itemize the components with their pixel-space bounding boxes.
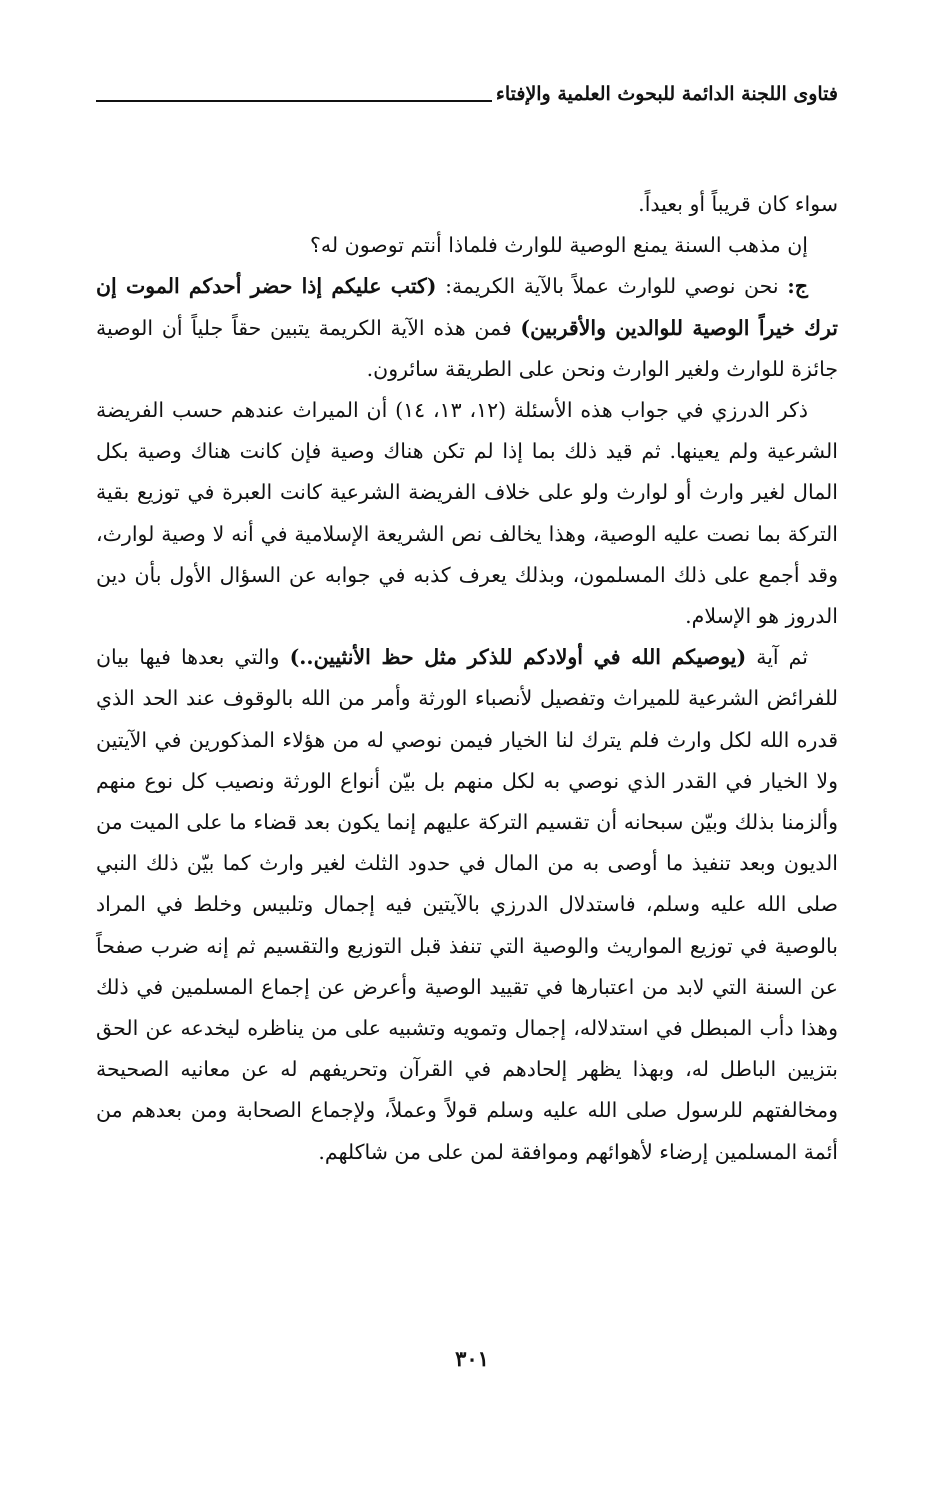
answer-marker: ج: [787, 274, 808, 299]
paragraph-inheritance [96, 637, 838, 1173]
paragraph-1: سواء كان قريباً أو بعيداً. [638, 192, 838, 216]
header-rule [96, 100, 492, 102]
inheritance-intro: ثم آية [746, 645, 808, 670]
answer-intro: نحن نوصي للوارث عملاً بالآية الكريمة: [436, 274, 788, 299]
page-number: ٣٠١ [455, 1346, 489, 1371]
body-text [96, 184, 838, 1173]
running-header [96, 78, 838, 110]
inheritance-body: والتي بعدها فيها بيان للفرائض الشرعية للميراث وتفصيل لأنصباء الورثة وأمر من الله بالوقوف عند الحد الذي قدره الله لكل وارث فلم يترك لنا الخيار فيمن نوصي له من هؤلاء المذكورين في الآيتين ولا الخيار في القدر الذي نوصي به لكل منهم بل بيّن أنواع الورثة ونصيب كل نوع منهم وألزمنا بذلك وبيّن سبحانه أن تقسيم التركة عليهم إنما يكون بعد قضاء ما على الميت من الديون وبعد تنفيذ ما أوصى به من المال في حدود الثلث لغير وارث كما بيّن ذلك النبي صلى الله عليه وسلم، فاستدلال الدرزي بالآيتين فيه إجمال وتلبيس وخلط في المراد بالوصية في توزيع المواريث والوصية التي تنفذ قبل التوزيع والتقسيم ثم إنه ضرب صفحاً عن السنة التي لابد من اعتبارها في تقييد الوصية وأعرض عن إجماع المسلمين في ذلك وهذا دأب المبطل في استدلاله، إجمال وتمويه وتشبيه على من يناظره ليخدعه عن الحق بتزيين الباطل له، وبهذا يظهر إلحادهم في القرآن وتحريفهم له عن معانيه الصحيحة ومخالفتهم للرسول صلى الله عليه وسلم قولاً وعملاً، ولإجماع الصحابة ومن بعدهم من أئمة المسلمين إرضاء لأهوائهم وموافقة لمن على من شاكلهم. [96, 645, 838, 1164]
paragraph-answer [96, 266, 838, 390]
quran-quote-inheritance: (يوصيكم الله في أولادكم للذكر مثل حظ الأنثيين..) [289, 645, 747, 670]
running-header-title: فتاوى اللجنة الدائمة للبحوث العلمية والإفتاء [495, 83, 838, 105]
paragraph-question: إن مذهب السنة يمنع الوصية للوارث فلماذا أنتم توصون له؟ [310, 233, 808, 258]
paragraph-commentary: ذكر الدرزي في جواب هذه الأسئلة (١٢، ١٣، ١٤) أن الميراث عندهم حسب الفريضة الشرعية ولم يعينها. ثم قيد ذلك بما إذا لم تكن هناك وصية فإن كانت هناك وصية بكل المال لغير وارث أو لوارث ولو على خلاف الفريضة الشرعية كانت العبرة في توزيع بقية التركة بما نصت عليه الوصية، وهذا يخالف نص الشريعة الإسلامية في أنه لا وصية لوارث، وقد أجمع على ذلك المسلمون، وبذلك يعرف كذبه في جوابه عن السؤال الأول بأن دين الدروز هو الإسلام. [96, 398, 838, 629]
answer-conclusion: فمن هذه الآية الكريمة يتبين حقاً جلياً أن الوصية جائزة للوارث ولغير الوارث ونحن على الطريقة سائرون. [96, 315, 838, 381]
quran-quote-wasiyya: (كتب عليكم إذا حضر أحدكم الموت إن ترك خيراً الوصية للوالدين والأقربين) [96, 274, 838, 340]
